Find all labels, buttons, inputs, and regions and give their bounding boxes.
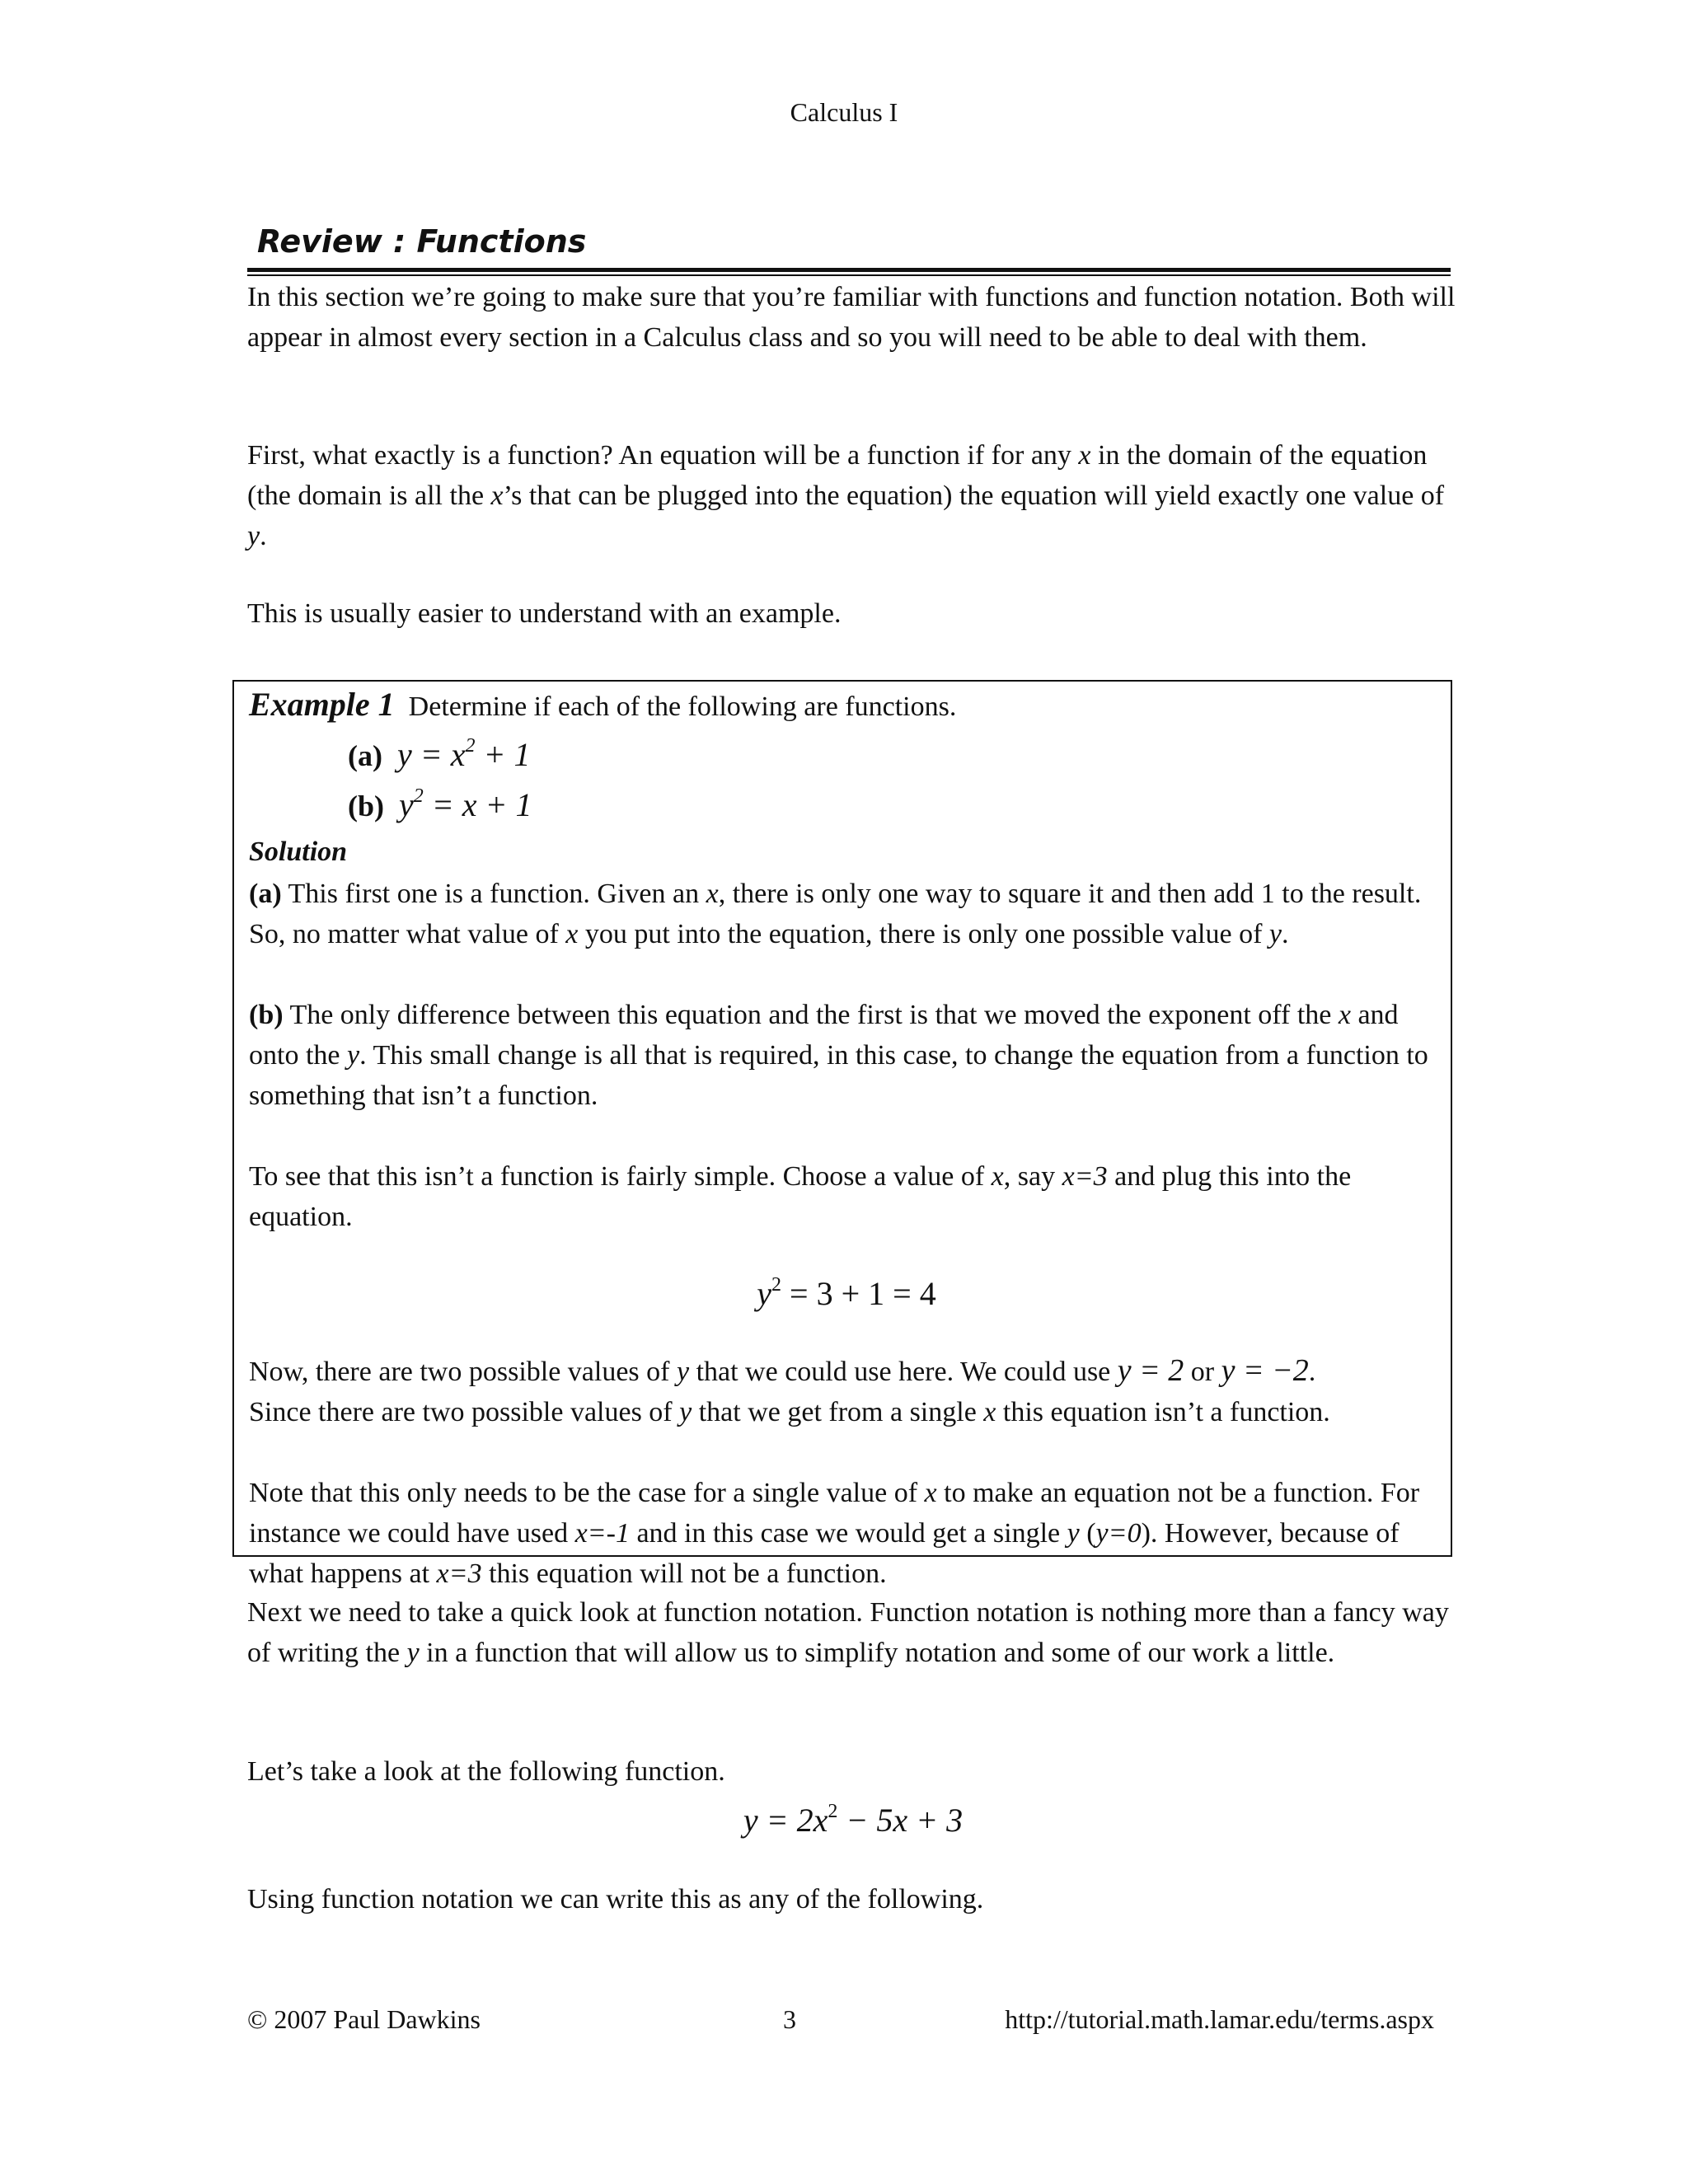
function-equation: [247, 1797, 1459, 1844]
text: This first one is a function. Given an: [281, 879, 706, 909]
var-y: y: [1067, 1518, 1080, 1549]
spacer: [249, 954, 1444, 995]
eq-text: + 1: [475, 736, 531, 773]
display-equation-2: [247, 1797, 1459, 1844]
var-x-value: x=3: [1062, 1161, 1108, 1192]
text: .: [1308, 1357, 1316, 1387]
text: Note that this only needs to be the case for a single value of: [249, 1478, 925, 1508]
part-a-label: (a): [348, 739, 382, 772]
var-y-value: y=0: [1095, 1518, 1142, 1549]
var-x: x: [991, 1161, 1004, 1192]
text: .: [260, 521, 267, 551]
text: that we could use here. We could use: [689, 1357, 1118, 1387]
example-prompt: Determine if each of the following are functions.: [408, 691, 957, 722]
text: Next we need to take a quick look at function notation. Function notation is nothing more than a fancy way of writing the: [247, 1597, 1449, 1668]
text: in the domain of the equation (the domain is all the: [247, 440, 1428, 511]
text: Now, there are two possible values of: [249, 1357, 677, 1387]
var-x: x: [1078, 440, 1091, 471]
eq-exponent: 2: [771, 1274, 782, 1296]
page-number: 3: [783, 2004, 796, 2034]
example-title: Example 1: [249, 686, 395, 723]
var-x: x: [1338, 1000, 1351, 1030]
display-equation-1: [249, 1270, 1444, 1318]
eq-text: y = 2x: [743, 1802, 828, 1839]
look-paragraph: [247, 1751, 1459, 1792]
var-x: x: [565, 919, 579, 949]
text: .: [1282, 919, 1289, 949]
var-x-value: x=-1: [574, 1518, 630, 1549]
eq-text: y = x: [396, 736, 466, 773]
eq-text: − 5x + 3: [837, 1802, 964, 1839]
solution-b: [249, 995, 1444, 1116]
example-part-b: [249, 780, 1444, 831]
using-paragraph: [247, 1879, 1459, 1919]
eq-text: = x + 1: [423, 786, 532, 823]
eq-text: y: [757, 1275, 772, 1312]
example-content: [249, 682, 1444, 1594]
text: this equation isn’t a function.: [996, 1397, 1330, 1427]
var-y: y: [346, 1040, 360, 1071]
text: To see that this isn’t a function is fairly simple. Choose a value of: [249, 1161, 992, 1192]
eq-text: y: [399, 786, 414, 823]
text: Since there are two possible values of: [249, 1397, 680, 1427]
section-title: Review : Functions: [257, 223, 587, 260]
intro-p1-text: In this section we’re going to make sure that you’re familiar with functions and function notation. Both will appear in almost every section in a Calculus class and so you will need to be able to deal with them.: [247, 282, 1456, 353]
text: that we get from a single: [692, 1397, 984, 1427]
intro-p2-text: [247, 435, 1459, 556]
var-y: y: [679, 1397, 692, 1427]
solution-label: Solution: [249, 837, 348, 867]
part-b-label: (b): [348, 790, 384, 823]
var-x: x: [706, 879, 719, 909]
example-box: [232, 680, 1452, 1589]
section-rule-thick: [247, 268, 1451, 272]
var-y: y: [247, 521, 260, 551]
now-paragraph: [249, 1351, 1444, 1432]
inline-equation: y = 2: [1117, 1353, 1184, 1388]
using-text: Using function notation we can write this as any of the following.: [247, 1884, 984, 1915]
var-y: y: [676, 1357, 690, 1387]
text: (: [1079, 1518, 1096, 1549]
section-header: [247, 218, 1451, 276]
text: and onto the: [249, 1000, 1399, 1071]
section-rule-thin: [247, 274, 1451, 276]
text: this equation will not be a function.: [481, 1558, 887, 1589]
notation-paragraph: [247, 1592, 1459, 1673]
eq-exponent: 2: [828, 1801, 838, 1823]
part-b-equation: [399, 786, 532, 823]
example-part-a: [249, 730, 1444, 780]
intro-paragraph-3: [247, 593, 1459, 634]
see-paragraph: [249, 1156, 1444, 1237]
var-x-value: x=3: [436, 1558, 482, 1589]
text: you put into the equation, there is only one possible value of: [578, 919, 1269, 949]
example-heading: [249, 682, 1444, 730]
text: ). However, because of what happens at: [249, 1518, 1400, 1589]
text: to make an equation not be a function. For instance we could have used: [249, 1478, 1420, 1549]
sol-b-label: (b): [249, 1000, 284, 1030]
inline-equation: y = −2: [1221, 1353, 1309, 1388]
solution-a: [249, 874, 1444, 954]
text: in a function that will allow us to simplify notation and some of our work a little.: [419, 1638, 1335, 1668]
look-text: Let’s take a look at the following function.: [247, 1756, 725, 1787]
eq-text: = 3 + 1 = 4: [781, 1275, 936, 1312]
text: , there is only one way to square it and then add 1 to the result. So, no matter what value of: [249, 879, 1422, 949]
text: First, what exactly is a function? An equation will be a function if for any: [247, 440, 1079, 471]
eq-exponent: 2: [465, 735, 476, 757]
eq-exponent: 2: [413, 785, 424, 808]
notation-text: [247, 1592, 1459, 1673]
intro-paragraph-1: [247, 277, 1459, 358]
footer-url: http://tutorial.math.lamar.edu/terms.aspx: [1005, 2004, 1434, 2034]
text: or: [1184, 1357, 1221, 1387]
var-x: x: [983, 1397, 996, 1427]
var-y: y: [1268, 919, 1282, 949]
text: and in this case we would get a single: [629, 1518, 1067, 1549]
var-y: y: [406, 1638, 420, 1668]
text: . This small change is all that is required, in this case, to change the equation from a function to something that isn’t a function.: [249, 1040, 1428, 1111]
part-a-equation: [397, 736, 531, 773]
intro-p3-text: This is usually easier to understand with an example.: [247, 598, 842, 629]
spacer: [249, 1116, 1444, 1156]
note-paragraph: [249, 1473, 1444, 1594]
var-x: x: [490, 480, 504, 511]
spacer: [249, 1432, 1444, 1473]
sol-a-label: (a): [249, 879, 282, 909]
intro-paragraph-2: [247, 435, 1459, 556]
text: and plug this into the equation.: [249, 1161, 1352, 1232]
text: , say: [1003, 1161, 1062, 1192]
text: ’s that can be plugged into the equation) the equation will yield exactly one value of: [503, 480, 1445, 511]
running-head: Calculus I: [790, 97, 898, 127]
var-x: x: [924, 1478, 937, 1508]
footer-copyright: © 2007 Paul Dawkins: [247, 2004, 481, 2034]
text: The only difference between this equation and the first is that we moved the exponent off the: [283, 1000, 1339, 1030]
